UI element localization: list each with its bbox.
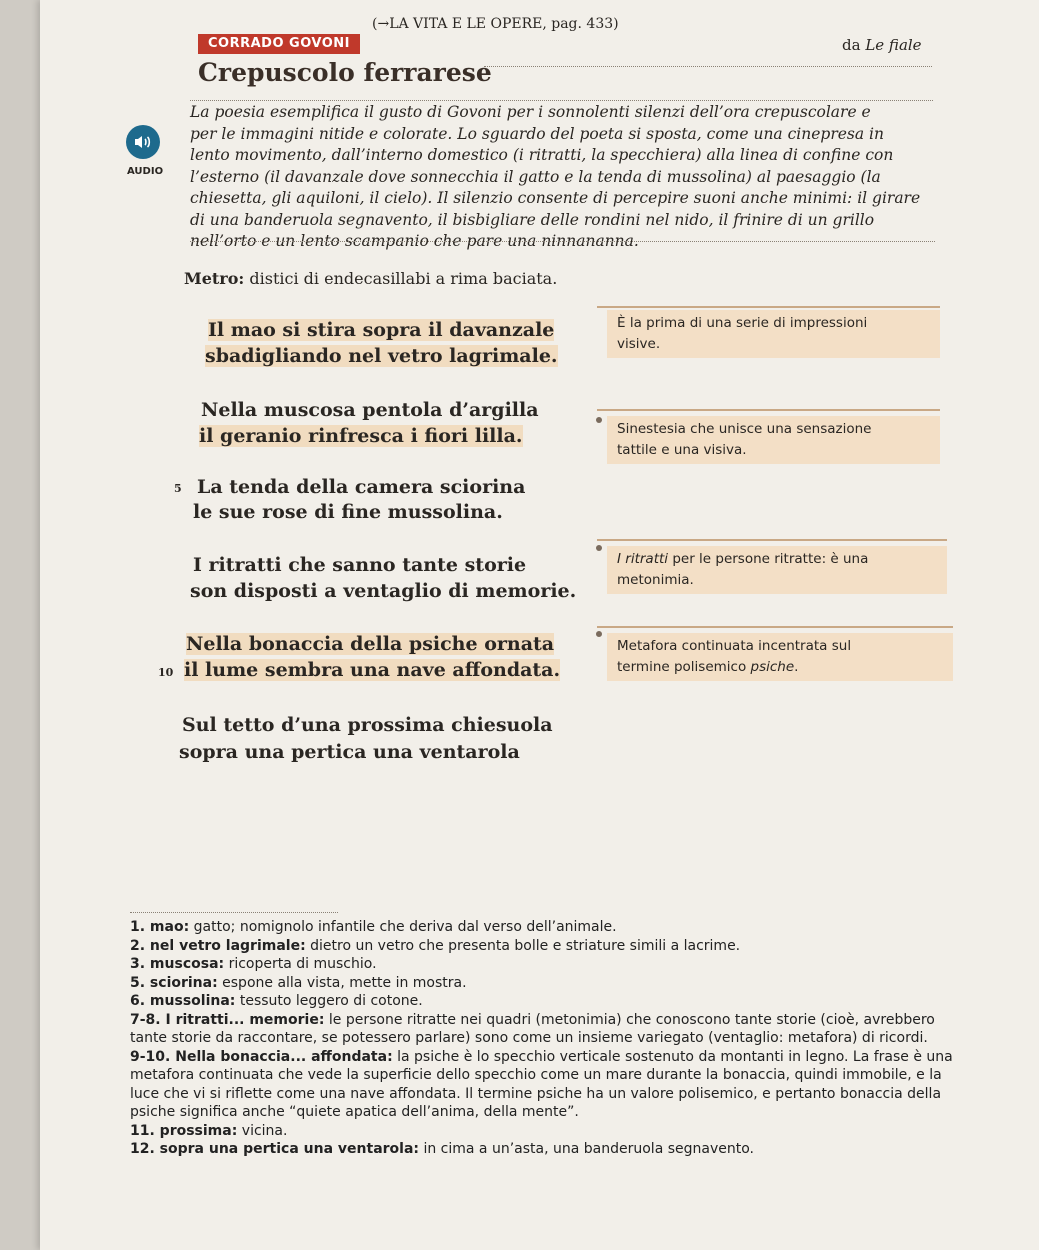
verse-6: le sue rose di fine mussolina. — [193, 501, 503, 523]
verse-4: il geranio rinfresca i fiori lilla. — [199, 425, 523, 447]
side-note-text: Metafora continuata incentrata sul — [617, 638, 852, 654]
footnote-term: 7-8. I ritratti... memorie: — [130, 1011, 325, 1028]
verse-12 — [179, 741, 520, 763]
note-leader — [597, 409, 940, 411]
verse-number-10: 10 — [158, 666, 174, 679]
footnote-term: 12. sopra una pertica una ventarola: — [130, 1141, 420, 1157]
footnote — [130, 974, 975, 993]
footnotes-rule — [130, 912, 338, 913]
side-note-3 — [607, 546, 947, 594]
verse-9: Nella bonaccia della psiche ornata — [186, 633, 555, 655]
speaker-icon — [133, 133, 153, 151]
intro-rule — [190, 241, 935, 242]
side-note-text — [617, 657, 943, 678]
side-note-text: È la prima di una serie di impressioni — [617, 315, 868, 331]
audio-label: AUDIO — [127, 166, 164, 177]
footnote-term: 11. prossima: — [130, 1122, 238, 1139]
note-leader — [597, 626, 953, 628]
intro-line: lento movimento, dall’interno domestico (i ritratti, la specchiera) alla linea di confine con — [190, 146, 894, 164]
footnote — [130, 1011, 975, 1048]
source-title: Le fiale — [865, 36, 922, 54]
footnote-text: dietro un vetro che presenta bolle e striature simili a lacrime. — [305, 937, 741, 954]
footnote-text: ricoperta di muschio. — [224, 956, 377, 972]
footnote-text: in cima a un’asta, una banderuola segnavento. — [419, 1141, 755, 1157]
intro-line: nell’orto e un lento scampanio che pare una ninnananna. — [190, 232, 639, 250]
intro-line: di una banderuola segnavento, il bisbigliare delle rondini nel nido, il frinire di un grillo — [190, 210, 875, 229]
footnote-text: tessuto leggero di cotone. — [235, 993, 423, 1009]
metre-text: distici di endecasillabi a rima baciata. — [249, 269, 558, 288]
note-leader — [597, 539, 947, 541]
metre-line — [184, 269, 557, 288]
footnote — [130, 992, 975, 1011]
side-note-italic: psiche — [750, 659, 795, 675]
verse-12-text: sopra una pertica una ventarola — [179, 741, 520, 763]
footnotes — [130, 918, 975, 1159]
source-line — [842, 36, 922, 54]
footnote-term: 1. mao: — [130, 919, 190, 935]
verse-5: La tenda della camera sciorina — [197, 476, 526, 498]
intro-line: l’esterno (il davanzale dove sonnecchia il gatto e la tenda di mussolina) al paesaggio (la — [190, 167, 881, 186]
footnote-text: espone alla vista, mette in mostra. — [217, 974, 467, 991]
note-bullet — [596, 631, 602, 637]
verse-1: Il mao si stira sopra il davanzale — [208, 319, 555, 341]
intro-line: La poesia esemplifica il gusto di Govoni per i sonnolenti silenzi dell’ora crepuscolare e — [190, 103, 871, 121]
footnote — [130, 918, 975, 937]
side-note-text — [617, 549, 937, 570]
footnote-term: 9-10. Nella bonaccia... affondata: — [130, 1048, 393, 1065]
verse-10: il lume sembra una nave affondata. — [184, 659, 561, 681]
footnote — [130, 1140, 975, 1159]
footnote — [130, 1048, 975, 1122]
title-rule — [190, 100, 933, 101]
footnote — [130, 955, 975, 974]
side-note-prefix: termine polisemico — [617, 659, 751, 675]
footnote-term: 6. mussolina: — [130, 993, 236, 1009]
side-note-italic: I ritratti — [617, 551, 669, 567]
side-note-suffix: . — [794, 659, 799, 675]
side-note-1 — [607, 310, 940, 358]
verse-11: Sul tetto d’una prossima chiesuola — [182, 714, 553, 736]
footnote-text: la psiche è lo specchio verticale sostenuto da montanti in legno. La frase è una metafora continuata che vede la superficie dello specchio come un mare durante la bonaccia, quindi immobile, e la luce che vi si riflette come una nave affondata. Il termine psiche ha un valore polisemico, e pertanto bonaccia della psiche significa anche “quiete apatica dell’anima, della mente”. — [130, 1048, 953, 1120]
source-prefix: da — [842, 36, 861, 54]
note-bullet — [596, 417, 602, 423]
header-rule — [484, 66, 932, 67]
footnote-text: le persone ritratte nei quadri (metonimia) che conoscono tante storie (cioè, avrebbero tante storie da raccontare, se potessero parlare) sono come un insieme variegato (ventaglio: metafora) di ricordi. — [130, 1011, 935, 1046]
verse-3: Nella muscosa pentola d’argilla — [201, 399, 539, 421]
metre-label: Metro: — [184, 269, 245, 288]
verse-2: sbadigliando nel vetro lagrimale. — [205, 345, 558, 367]
verse-8: son disposti a ventaglio di memorie. — [190, 580, 577, 602]
side-note-rest: per le persone ritratte: è una — [668, 551, 869, 567]
footnote-term: 3. muscosa: — [130, 956, 225, 972]
footnote-text: vicina. — [237, 1122, 288, 1139]
intro-line: per le immagini nitide e colorate. Lo sguardo del poeta si sposta, come una cinepresa in — [190, 124, 884, 143]
footnote-term: 5. sciorina: — [130, 974, 218, 991]
biography-reference: (→LA VITA E LE OPERE, pag. 433) — [372, 16, 619, 32]
footnote — [130, 1122, 975, 1141]
side-note-text: metonimia. — [617, 572, 694, 588]
footnote-text: gatto; nomignolo infantile che deriva dal verso dell’animale. — [189, 919, 617, 935]
author-tag: CORRADO GOVONI — [198, 34, 360, 54]
side-note-text: tattile e una visiva. — [617, 442, 747, 458]
poem-title: Crepuscolo ferrarese — [198, 58, 492, 87]
note-leader — [597, 306, 940, 308]
note-bullet — [596, 545, 602, 551]
side-note-text: Sinestesia che unisce una sensazione — [617, 421, 872, 437]
verse-7: I ritratti che sanno tante storie — [193, 554, 527, 576]
audio-play-button[interactable] — [126, 125, 160, 159]
footnote-term: 2. nel vetro lagrimale: — [130, 937, 306, 954]
verse-number-5: 5 — [174, 482, 182, 495]
intro-paragraph — [190, 102, 940, 253]
intro-line: chiesetta, gli aquiloni, il cielo). Il silenzio consente di percepire suoni anche minimi: il girare — [190, 189, 921, 207]
side-note-4 — [607, 633, 953, 681]
side-note-text: visive. — [617, 336, 661, 352]
footnote — [130, 937, 975, 956]
side-note-2 — [607, 416, 940, 464]
